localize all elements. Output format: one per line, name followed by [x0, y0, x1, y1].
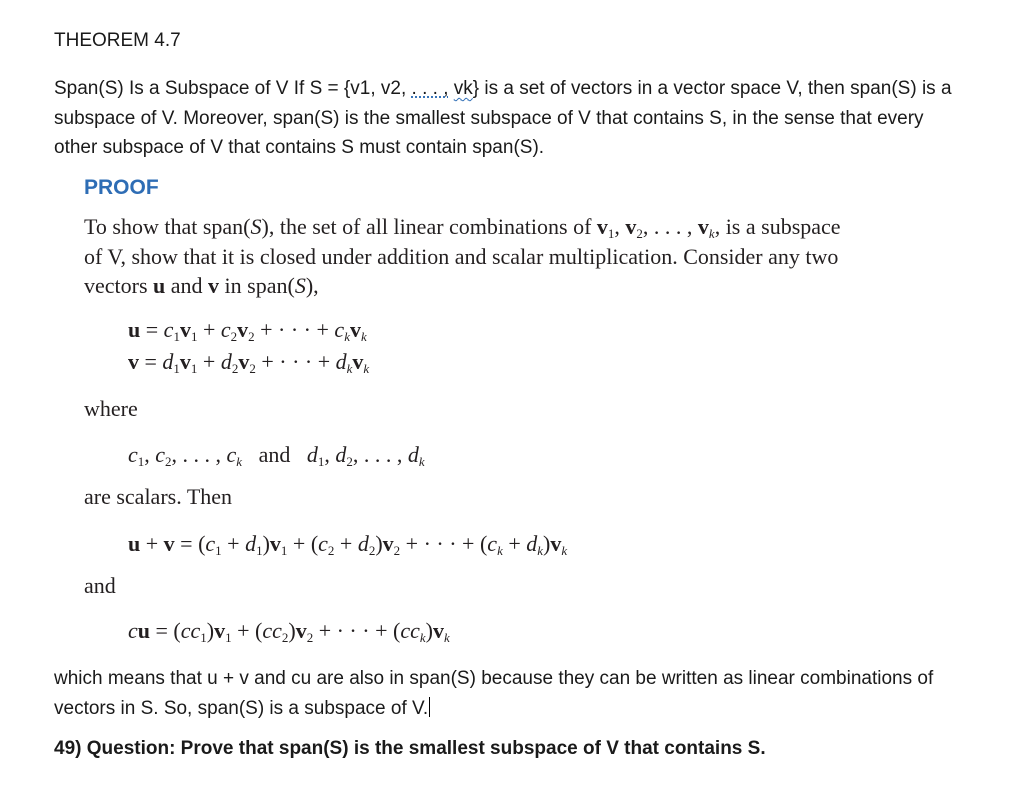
conclusion-line-2-wrap[interactable]	[54, 694, 933, 724]
proof-intro-line-3: vectors u and v in span(S),	[84, 273, 319, 298]
proof-intro	[84, 212, 841, 301]
where-text: where	[84, 396, 138, 421]
theorem-statement	[54, 74, 1004, 163]
question-text: 49) Question: Prove that span(S) is the smallest subspace of V that contains S.	[54, 738, 766, 759]
and-text: and	[84, 573, 116, 598]
conclusion	[54, 664, 933, 723]
statement-vk: vk	[453, 78, 473, 99]
statement-line-3: other subspace of V that contains S must contain span(S).	[54, 137, 545, 158]
equation-u: $u = c_1v_1 + c_2v_2$ + · · · + $c_kv_k$	[128, 317, 367, 344]
statement-line-1-start: Span(S) Is a Subspace of V If S = {v1, v2,	[54, 78, 412, 99]
proof-heading: PROOF	[84, 176, 159, 199]
scalars-and: and	[258, 442, 291, 467]
equation-sum: $u + v = (c_1 + d_1)v_1 + (c_2 + d_2)v_2$ + · · · + $(c_k + d_k)v_k$	[128, 531, 568, 558]
proof-intro-line-2: of V, show that it is closed under addition and scalar multiplication. Consider any two	[84, 243, 839, 269]
conclusion-line-2: vectors in S. So, span(S) is a subspace of V.	[54, 697, 429, 719]
proof-intro-line-1: To show that span(S), the set of all linear combinations of $v_1$, $v_2$, . . . , $v_k$, is a subspace	[84, 214, 841, 241]
equation-v: $v = d_1v_1 + d_2v_2$ + · · · + $d_kv_k$	[128, 349, 370, 376]
statement-line-2: subspace of V. Moreover, span(S) is the smallest subspace of V that contains S, in the sense that every	[54, 107, 924, 129]
text-cursor	[429, 697, 430, 717]
are-scalars-text: are scalars. Then	[84, 484, 233, 509]
statement-line-1	[54, 74, 1004, 104]
equation-cu: cu = $(cc_1)v_1 + (cc_2)v_2$ + · · · + $(cc_k)v_k$	[128, 618, 450, 645]
statement-line-1-end: } is a set of vectors in a vector space V, then span(S) is a	[472, 78, 952, 99]
scalars-list: $c_1$, $c_2$, . . . , $c_k$ and $d_1$, $d_2$, . . . , $d_k$	[128, 442, 425, 469]
conclusion-line-1: which means that u + v and cu are also in span(S) because they can be written as linear combinations of	[54, 668, 934, 689]
statement-ellipsis: . . . ,	[411, 78, 449, 99]
theorem-title: THEOREM 4.7	[54, 30, 181, 51]
